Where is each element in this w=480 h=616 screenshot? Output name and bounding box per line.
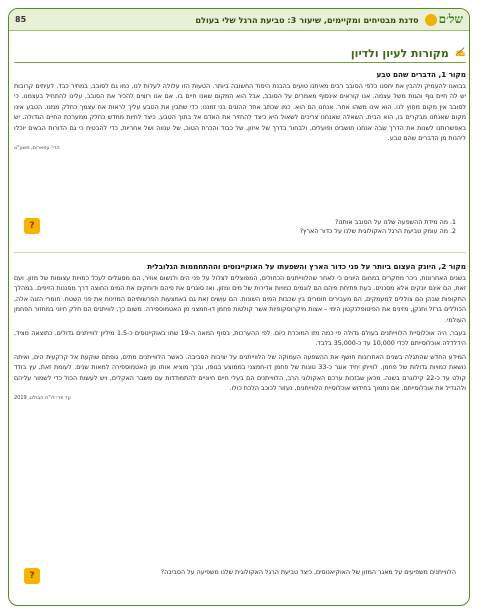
source-2-attribution: עד פרי דו"ח הבולט, 2019 [14,395,71,402]
logo-sun-icon [425,14,437,26]
section-heading: מקורות לעיון ולדיון [350,46,449,60]
section-signature-icon: ✍ [454,48,466,58]
brand-logo [425,12,463,27]
source-1-questions [24,218,456,236]
question-2: 2. מה עומק טביעת הרגל האקולוגית שלנו על כדור הארץ? [299,228,456,235]
source-2-paragraph-3: המידע החדש שהתגלה בשנים האחרונות חושף את ההשפעה העמוקה של הלווייתנים על יציבות הסביבה. כאשר הלווייתנים מתים, גופתם שוקעת אל קרקעית הים, ואיתה נושאת כמויות גדולות של פחמן. לווייתן יחיד אוגר כ-33 טונות של פחמן דו-חמצני בממוצע בגופו, ובכך מוציא אותו מן האטמוספירה למאות שנים. לעומת זאת, עץ בודד קולט עד כ-22 קילוגרם בשנה. מכאן שבזכות ערכם האקולוגי הרב, הלווייתנים הם בעלי חיים חיוניים להתמודדות עם משבר האקלים, ויש לעשות הכול כדי לשמור עליהם ולהגדיל את אוכלוסייתם. אם נתמוך בחידוש אוכלוסיית הלווייתנים, נעזור לכוכב הלכת כולו. [14,353,466,393]
logo-text: של׳ם [438,12,463,26]
source-1 [14,70,466,151]
section-divider [14,252,466,253]
source-2-question [24,568,456,584]
question-mark-icon: ? [24,218,40,234]
source-2 [14,262,466,401]
section-heading-row [14,44,466,63]
source-2-paragraph-2: בעבר, היה אוכלוסיית הלווייתנים בעולם גדולה פי כמה מזו המוכרת כיום. לפי ההערכות, בסוף המאה ה-19 שחו באוקיינוסים כ-1.5 מיליון לווייתנים גדולים. כתוצאה מציד, הידלדלה אוכלוסייתם לכדי 10,000 עד כ-35,000 בלבד. [14,330,467,348]
question-list [300,218,456,236]
question-3: הלווייתנים משפיעים על מאגר המזון של האוקיאנוסים, כיצד טביעת הרגל האקולוגית שלנו משפיעה על הסביבה? [160,569,456,576]
source-2-title: מקור 2, היונק העצום ביותר על פני כדור הארץ והשפעתו על האוקיינוסים וההתחממות הגלובלית [147,262,466,271]
page-number: 85 [15,15,27,24]
source-1-attribution: הדי' עפארים, תשע"ט [14,145,60,152]
source-2-paragraph-1: בשנים האחרונות, ניכר מחקרים במחום היונים כי לאחר שהלווייתנים הכחולים, המפוצלים לצלול על פני הים ולנשום אוויר, הם מסוגלים לעכל כמויות עצומות של מזון. ועם זאת, הם אינם יונקים אלא מסננים. בעת פתיחת פיהם הם לוגמים כמויות אדירות של מים ומזון, ואז סוגרים את פיהם ודוחקים את המים החוצה דרך מסננות הזיפים. במהלך התקופות שבהן הם צוללים למעמקים, הם מעבירים חומרים בין שכבות המים השונות. הם עושים זאת גם באמצעות הפרשותיהם המזינות את פני השטח. חומרי הזנה אלה, הכוללים ברזל וחנקן, מזינים את הפיטופלנקטון הימי – אצות מיקרוסקופיות אשר קולטות פחמן דו-חמצני מן האטמוספירה. משום כך, לוויתנים הם חלק חיוני במחזור הפחמן העולמי. [14,275,466,324]
question-mark-icon: ? [24,568,40,584]
page-header [9,9,469,31]
question-1: 1. מה מידת ההשפעה שלנו על הסובב אותנו? [335,219,456,226]
source-1-title: מקור 1, הדברים שהם טבע [376,70,466,79]
header-title: סדנת מבטיחים ומקיימים, שיעור 3: טביעת הרגל שלי בעולם [195,14,419,25]
source-1-body: בבואנו להעמיק ולהבין את יחסנו כלפי הסובב רבים מאיתנו טועים בהבנת היסוד החשובה ביותר. הטעות הזו עלולה לעלות לנו, כמו גם לסובב, במחיר כבד. לעיתים קרובות יש לה חיים גוף והגות משל עצמה. אנו קוראים אינסוף מאמרים על הסובב, אבל הוא המקום שאנו חיים בו. אם אנו רוצים להכיר את הסובב, עלינו להתחיל בעצמנו. כי לסובב אין מקום מחוץ לנו. הוא אינו משהו אחר. אנחנו הם הוא. כמו שכתב אחד ההוגים בני זמננו: כדי שתבין את הטבע עליך לראות את עצמך כחלק ממנו. הטבע אינו מקום שאנחנו מבקרים בו, הוא הבית. השאלה שאנחנו צריכים לשאול היא כיצד להחזיר את האדם אל בתוך הטבע, כיצד לחיות מחדש כחלק ממערכת החיים הגדולה. יש באפשרותנו לשנות את הדרך שבה אנחנו חושבים ופועלים, ולבחור בדרך של איזון, של כבוד והכרת הטוב, של ענווה ושל אחריות, כדי להבטיח כי גם הדורות הבאים יוכלו ליהנות מן הדברים שהם טבע. [14,83,466,143]
